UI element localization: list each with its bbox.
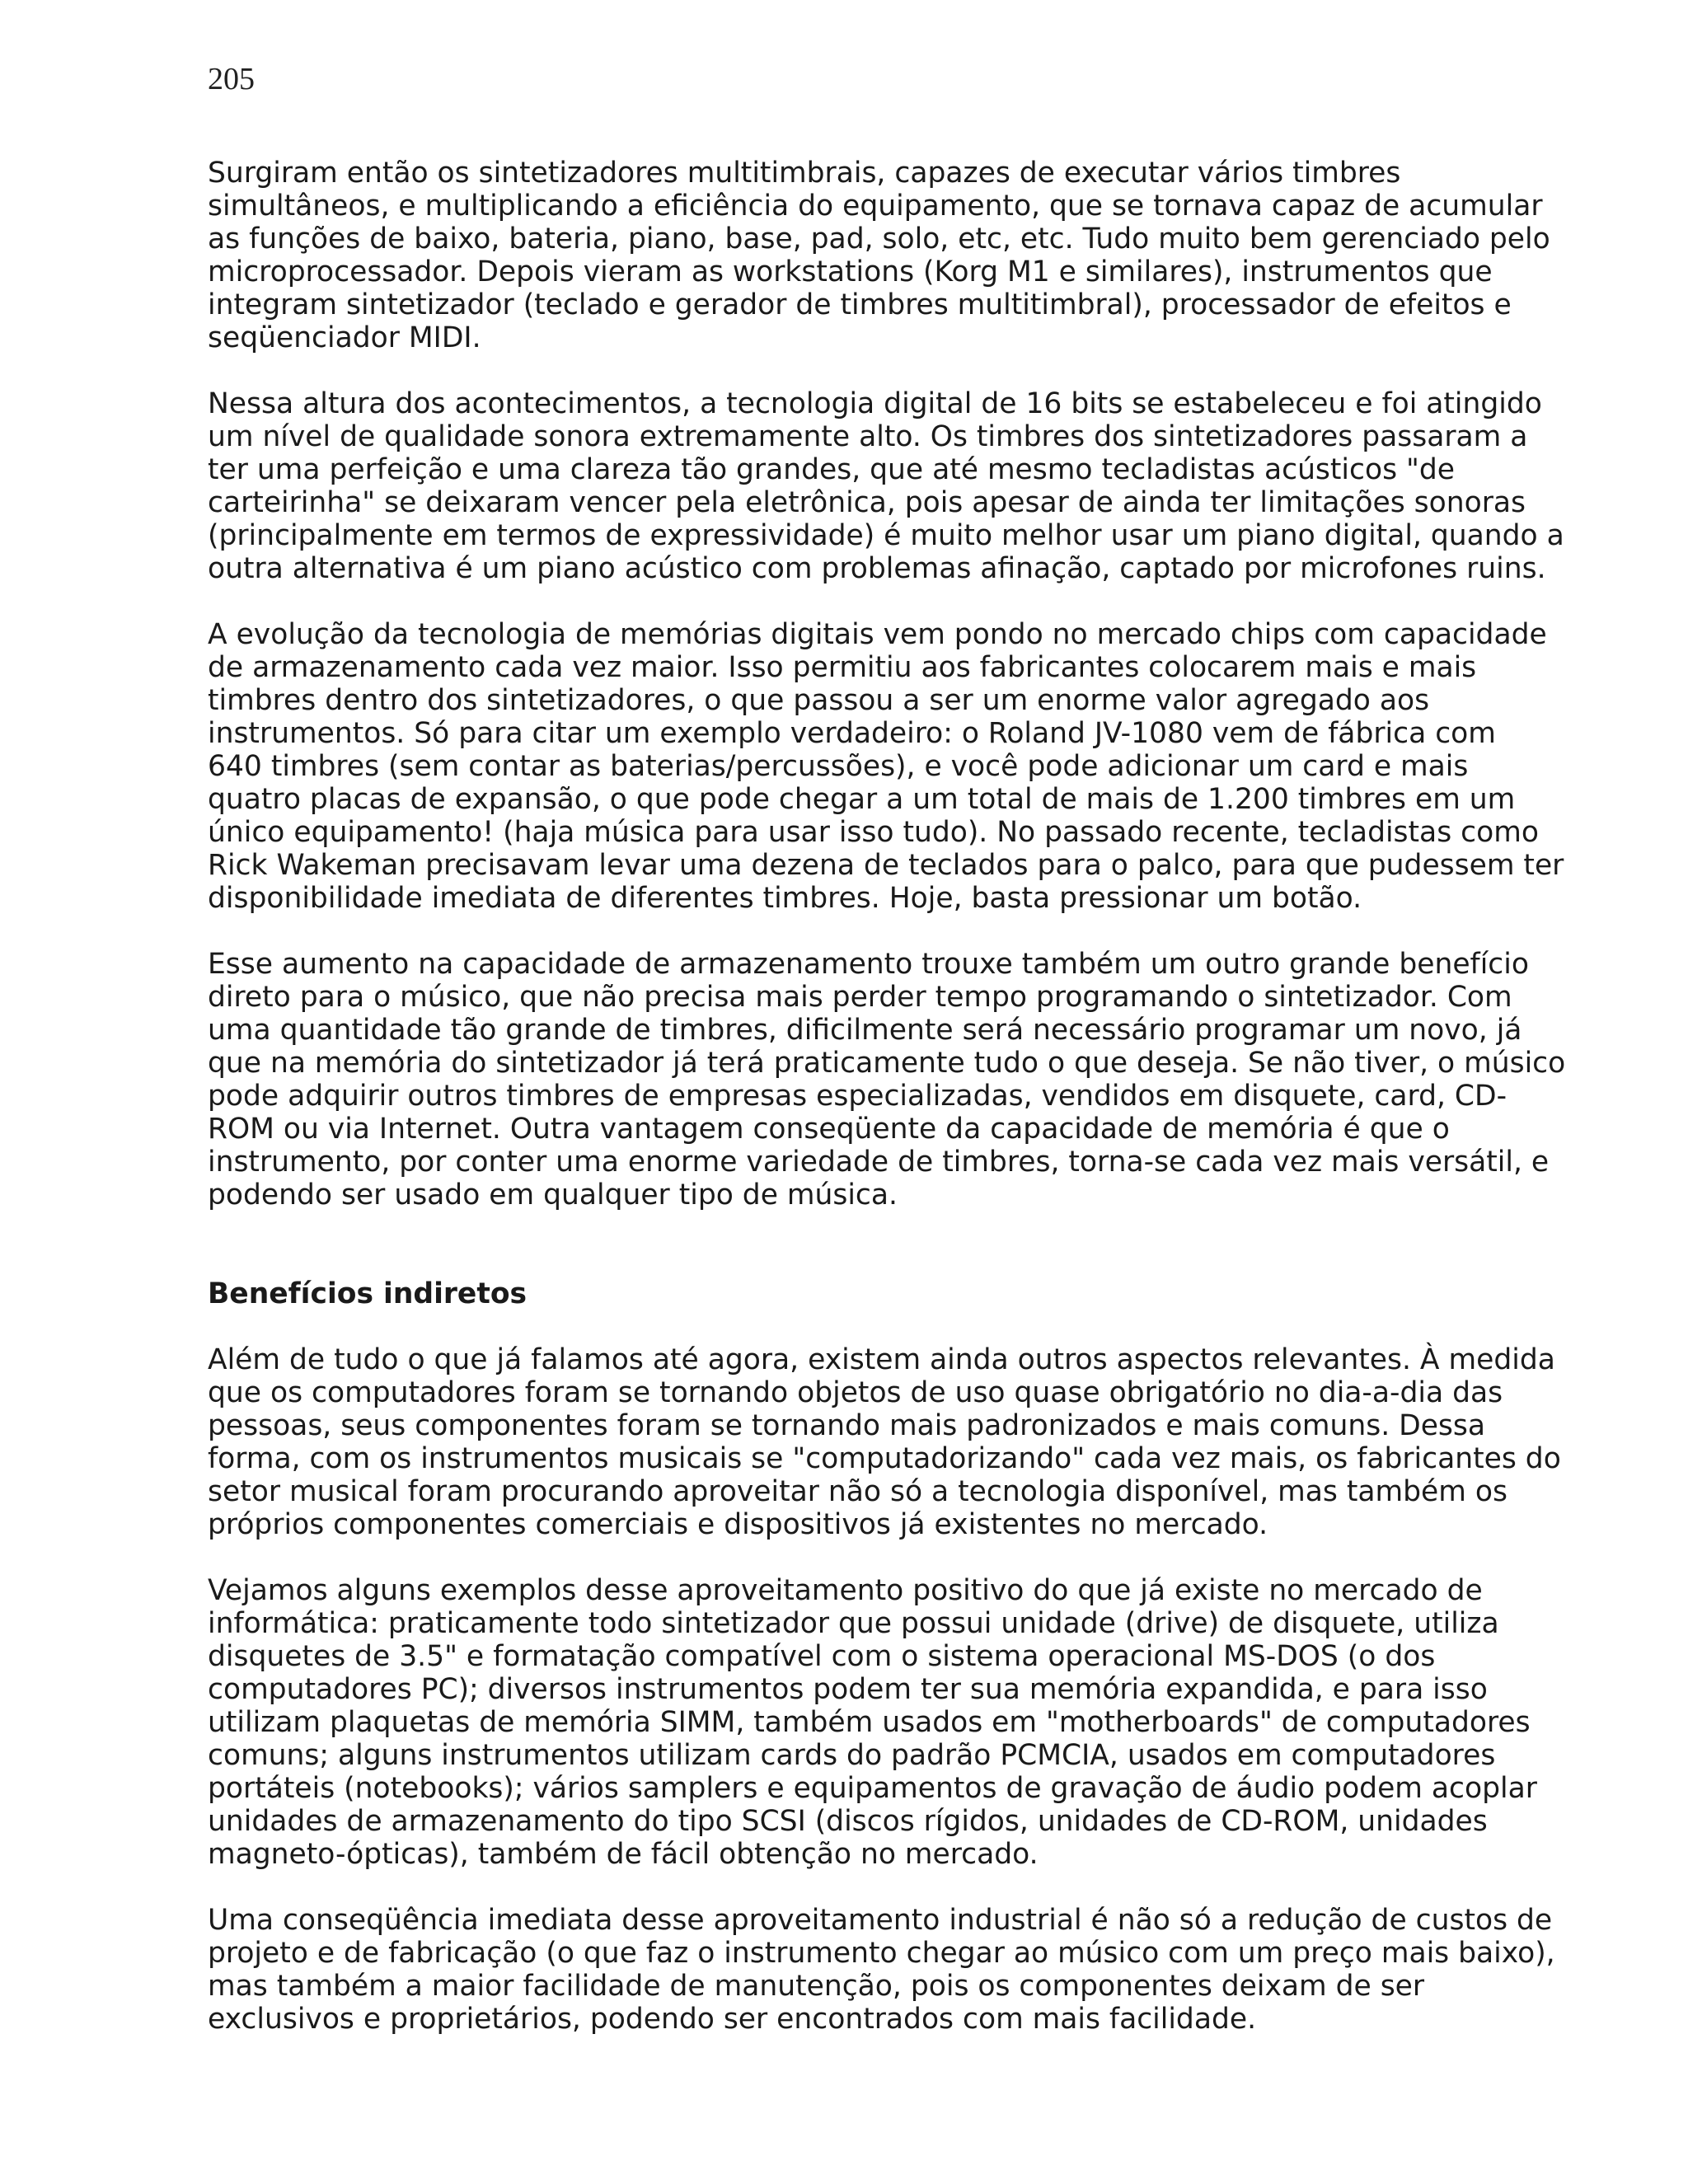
text-line: que na memória do sintetizador já terá praticamente tudo o que deseja. Se não tiver, o músico [208, 1047, 1566, 1080]
page-number: 205 [208, 62, 255, 96]
text-line: unidades de armazenamento do tipo SCSI (discos rígidos, unidades de CD-ROM, unidades [208, 1805, 1488, 1838]
text-line: simultâneos, e multiplicando a eficiência do equipamento, que se tornava capaz de acumular [208, 190, 1543, 223]
text-line: Além de tudo o que já falamos até agora, existem ainda outros aspectos relevantes. À medida [208, 1343, 1555, 1376]
text-line: portáteis (notebooks); vários samplers e equipamentos de gravação de áudio podem acoplar [208, 1772, 1537, 1805]
paragraph [208, 948, 1566, 1212]
text-line: Vejamos alguns exemplos desse aproveitamento positivo do que já existe no mercado de [208, 1574, 1483, 1607]
text-line: informática: praticamente todo sintetizador que possui unidade (drive) de disquete, utiliza [208, 1607, 1499, 1640]
text-line: Esse aumento na capacidade de armazenamento trouxe também um outro grande benefício [208, 948, 1529, 981]
text-line: setor musical foram procurando aproveitar não só a tecnologia disponível, mas também os [208, 1475, 1507, 1508]
text-line: carteirinha" se deixaram vencer pela eletrônica, pois apesar de ainda ter limitações sonoras [208, 486, 1526, 519]
text-line: magneto-ópticas), também de fácil obtenção no mercado. [208, 1838, 1039, 1871]
text-line: de armazenamento cada vez maior. Isso permitiu aos fabricantes colocarem mais e mais [208, 651, 1477, 684]
text-line: instrumento, por conter uma enorme variedade de timbres, torna-se cada vez mais versátil, e [208, 1146, 1550, 1179]
text-line: forma, com os instrumentos musicais se "computadorizando" cada vez mais, os fabricantes do [208, 1442, 1561, 1475]
paragraph [208, 618, 1564, 915]
text-line: um nível de qualidade sonora extremamente alto. Os timbres dos sintetizadores passaram a [208, 420, 1528, 453]
text-line: exclusivos e proprietários, podendo ser encontrados com mais facilidade. [208, 2003, 1257, 2036]
text-line: ROM ou via Internet. Outra vantagem conseqüente da capacidade de memória é que o [208, 1113, 1450, 1146]
section-heading: Benefícios indiretos [208, 1277, 528, 1310]
text-line: uma quantidade tão grande de timbres, dificilmente será necessário programar um novo, já [208, 1014, 1522, 1047]
paragraph [208, 1574, 1543, 1871]
text-line: único equipamento! (haja música para usar isso tudo). No passado recente, tecladistas como [208, 816, 1539, 849]
text-line: quatro placas de expansão, o que pode chegar a um total de mais de 1.200 timbres em um [208, 783, 1516, 816]
text-line: Surgiram então os sintetizadores multitimbrais, capazes de executar vários timbres [208, 157, 1401, 190]
section-before [208, 157, 1566, 1212]
text-line: disponibilidade imediata de diferentes timbres. Hoje, basta pressionar um botão. [208, 882, 1362, 915]
paragraph [208, 157, 1550, 354]
text-line: pessoas, seus componentes foram se tornando mais padronizados e mais comuns. Dessa [208, 1409, 1486, 1442]
text-line: podendo ser usado em qualquer tipo de música. [208, 1179, 898, 1212]
text-line: pode adquirir outros timbres de empresas especializadas, vendidos em disquete, card, CD- [208, 1080, 1507, 1113]
text-line: as funções de baixo, bateria, piano, base, pad, solo, etc, etc. Tudo muito bem gerenciado pelo [208, 223, 1550, 255]
text-line: mas também a maior facilidade de manutenção, pois os componentes deixam de ser [208, 1970, 1425, 2003]
text-line: timbres dentro dos sintetizadores, o que passou a ser um enorme valor agregado aos [208, 684, 1430, 717]
text-line: Uma conseqüência imediata desse aproveitamento industrial é não só a redução de custos de [208, 1904, 1553, 1937]
text-line: 640 timbres (sem contar as baterias/percussões), e você pode adicionar um card e mais [208, 750, 1469, 783]
text-line: utilizam plaquetas de memória SIMM, também usados em "motherboards" de computadores [208, 1706, 1531, 1739]
text-line: (principalmente em termos de expressividade) é muito melhor usar um piano digital, quando a [208, 519, 1564, 552]
page-body [208, 157, 1566, 2069]
text-line: seqüenciador MIDI. [208, 321, 481, 354]
text-line: instrumentos. Só para citar um exemplo verdadeiro: o Roland JV-1080 vem de fábrica com [208, 717, 1496, 750]
text-line: projeto e de fabricação (o que faz o instrumento chegar ao músico com um preço mais baixo), [208, 1937, 1555, 1970]
paragraph [208, 387, 1564, 585]
text-line: A evolução da tecnologia de memórias digitais vem pondo no mercado chips com capacidade [208, 618, 1547, 651]
text-line: microprocessador. Depois vieram as workstations (Korg M1 e similares), instrumentos que [208, 255, 1493, 288]
text-line: Nessa altura dos acontecimentos, a tecnologia digital de 16 bits se estabeleceu e foi atingido [208, 387, 1542, 420]
text-line: que os computadores foram se tornando objetos de uso quase obrigatório no dia-a-dia das [208, 1376, 1503, 1409]
text-line: próprios componentes comerciais e dispositivos já existentes no mercado. [208, 1508, 1268, 1541]
paragraph [208, 1343, 1561, 1541]
section-after [208, 1343, 1561, 2036]
paragraph [208, 1904, 1555, 2036]
text-line: computadores PC); diversos instrumentos podem ter sua memória expandida, e para isso [208, 1673, 1488, 1706]
text-line: Rick Wakeman precisavam levar uma dezena de teclados para o palco, para que pudessem ter [208, 849, 1564, 882]
text-line: comuns; alguns instrumentos utilizam cards do padrão PCMCIA, usados em computadores [208, 1739, 1496, 1772]
text-line: ter uma perfeição e uma clareza tão grandes, que até mesmo tecladistas acústicos "de [208, 453, 1456, 486]
text-line: outra alternativa é um piano acústico com problemas afinação, captado por microfones ruins. [208, 552, 1546, 585]
text-line: direto para o músico, que não precisa mais perder tempo programando o sintetizador. Com [208, 981, 1512, 1014]
text-line: disquetes de 3.5" e formatação compatível com o sistema operacional MS-DOS (o dos [208, 1640, 1436, 1673]
text-line: integram sintetizador (teclado e gerador de timbres multitimbral), processador de efeitos e [208, 288, 1512, 321]
